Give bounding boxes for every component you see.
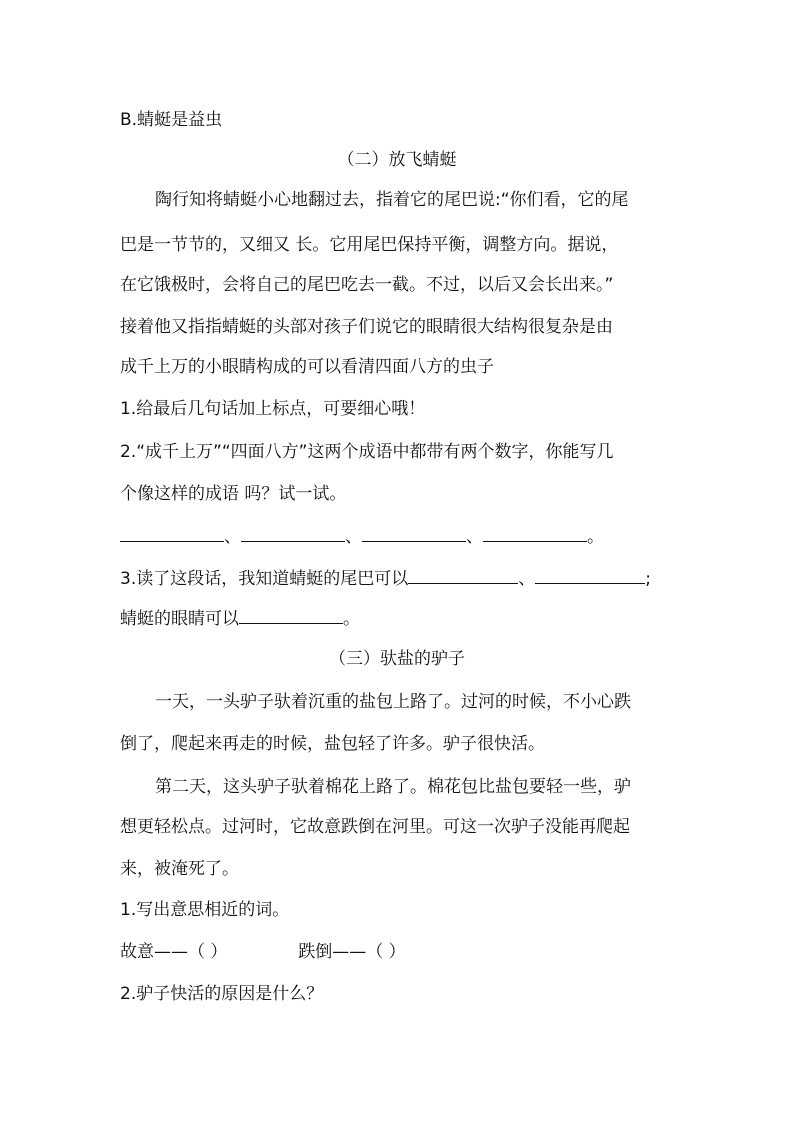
question-3-2: 2.驴子快活的原因是什么？ <box>120 984 324 1004</box>
passage-3-line-4: 想更轻松点。过河时，它故意跌倒在河里。可这一次驴子没能再爬起 <box>120 817 630 837</box>
answer-blank[interactable] <box>120 523 224 542</box>
passage-3-line-5: 来，被淹死了。 <box>120 859 239 879</box>
passage-2-line-2: 巴是一节节的，又细又 长。它用尾巴保持平衡，调整方向。据说， <box>120 235 619 255</box>
question-2-1: 1.给最后几句话加上标点，可要细心哦！ <box>120 399 426 419</box>
passage-3-line-3: 第二天，这头驴子驮着棉花上路了。棉花包比盐包要轻一些，驴 <box>155 777 631 797</box>
synonym-row <box>120 940 406 964</box>
answer-blank[interactable] <box>483 523 587 542</box>
answer-blank[interactable] <box>535 565 645 584</box>
answer-blank[interactable] <box>408 565 518 584</box>
idiom-answer-row: 、 、 、 。 <box>120 523 604 549</box>
passage-3-line-1: 一天，一头驴子驮着沉重的盐包上路了。过河的时候，不小心跌 <box>155 692 631 712</box>
answer-blank[interactable] <box>362 523 466 542</box>
answer-blank[interactable] <box>241 523 345 542</box>
option-b: B.蜻蜓是益虫 <box>120 110 223 130</box>
synonym-item-1[interactable]: 故意——（ ） <box>120 942 228 962</box>
section-title-3: （三）驮盐的驴子 <box>329 649 465 669</box>
question-2-3-line-2: 蜻蜓的眼睛可以 。 <box>120 605 360 631</box>
section-title-2: （二）放飞蜻蜓 <box>337 150 457 170</box>
question-2-2-line-2: 个像这样的成语 吗？试一试。 <box>120 484 347 504</box>
question-2-2-line-1: 2.“成千上万”“四面八方”这两个成语中都带有两个数字，你能写几 <box>120 442 614 462</box>
passage-3-line-2: 倒了，爬起来再走的时候，盐包轻了许多。驴子很快活。 <box>120 734 545 754</box>
answer-blank[interactable] <box>239 605 343 624</box>
passage-2-line-1: 陶行知将蜻蜓小心地翻过去，指着它的尾巴说:“你们看，它的尾 <box>155 190 629 210</box>
passage-2-line-5: 成千上万的小眼睛构成的可以看清四面八方的虫子 <box>120 357 494 377</box>
passage-2-line-3: 在它饿极时，会将自己的尾巴吃去一截。不过，以后又会长出来。” <box>120 275 614 295</box>
question-3-1: 1.写出意思相近的词。 <box>120 900 290 920</box>
passage-2-line-4: 接着他又指指蜻蜓的头部对孩子们说它的眼睛很大结构很复杂是由 <box>120 317 613 337</box>
question-2-3-line-1: 3.读了这段话，我知道蜻蜓的尾巴可以 、 ; <box>120 565 651 591</box>
synonym-item-2[interactable]: 跌倒——（ ） <box>298 942 406 962</box>
